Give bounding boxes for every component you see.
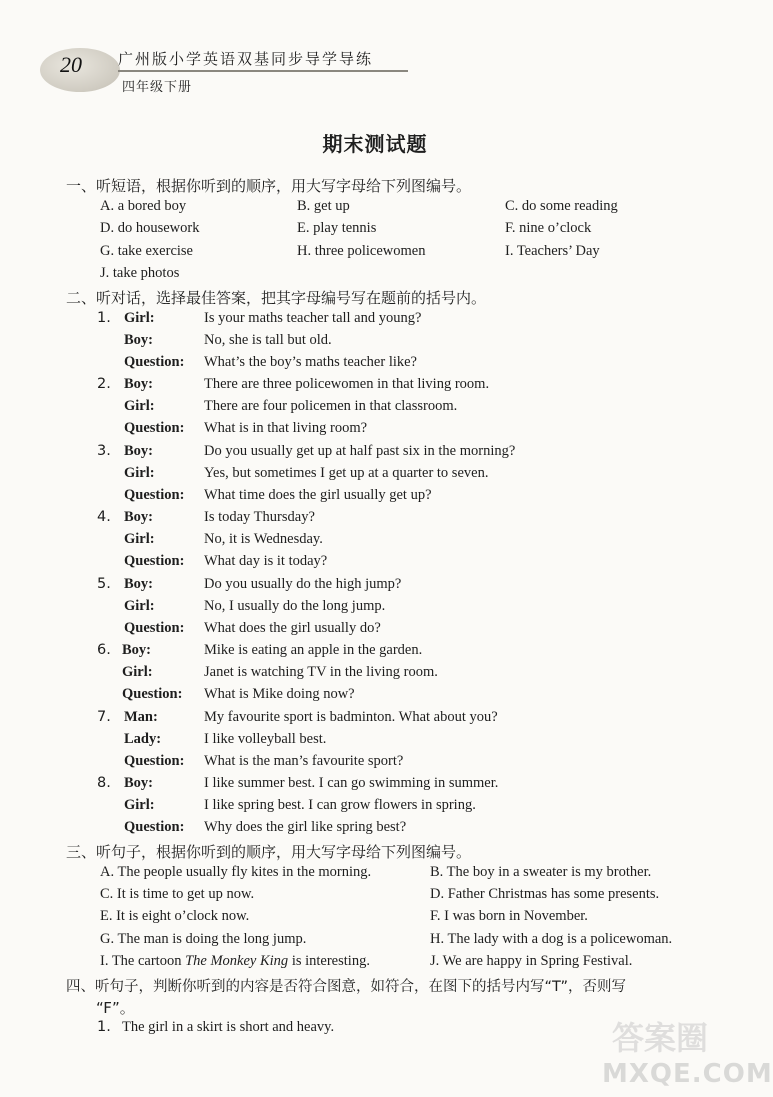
page-number: 20 xyxy=(60,52,82,77)
s2-item-number: 1. xyxy=(97,310,111,326)
speaker: Girl: xyxy=(124,531,155,547)
speaker: Boy: xyxy=(124,443,153,459)
section4-heading-line1: 四、听句子，判断你听到的内容是否符合图意，如符合，在图下的括号内写“T”，否则写 xyxy=(66,979,627,995)
dialogue-line: Janet is watching TV in the living room. xyxy=(204,664,438,680)
speaker: Man: xyxy=(124,709,158,725)
s3-option-i xyxy=(100,953,370,970)
dialogue-line: No, she is tall but old. xyxy=(204,332,332,348)
speaker: Question: xyxy=(124,420,185,436)
speaker: Question: xyxy=(124,354,185,370)
speaker: Boy: xyxy=(124,332,153,348)
speaker: Lady: xyxy=(124,731,162,747)
s1-option-c: C. do some reading xyxy=(505,198,618,214)
speaker: Girl: xyxy=(124,797,155,813)
s3-option-f: F. I was born in November. xyxy=(430,908,588,924)
section2-heading: 二、听对话，选择最佳答案，把其字母编号写在题前的括号内。 xyxy=(66,289,487,307)
page-header xyxy=(30,40,410,100)
dialogue-line: What time does the girl usually get up? xyxy=(204,487,432,503)
s3-option-g: G. The man is doing the long jump. xyxy=(100,931,307,947)
dialogue-line: My favourite sport is badminton. What about you? xyxy=(204,709,498,725)
s1-option-g: G. take exercise xyxy=(100,243,193,259)
page-title: 期末测试题 xyxy=(322,132,428,156)
s2-item-number: 8. xyxy=(97,775,111,791)
dialogue-line: There are four policemen in that classroom. xyxy=(204,398,458,414)
dialogue-line: No, it is Wednesday. xyxy=(204,531,323,547)
dialogue-line: I like volleyball best. xyxy=(204,731,327,747)
s3-option-i-suffix: is interesting. xyxy=(288,953,370,969)
s3-option-d: D. Father Christmas has some presents. xyxy=(430,886,660,902)
speaker: Question: xyxy=(124,620,185,636)
watermark xyxy=(602,1009,773,1089)
s1-option-j: J. take photos xyxy=(100,265,180,281)
s3-option-c: C. It is time to get up now. xyxy=(100,886,255,902)
s3-option-i-prefix: I. The cartoon xyxy=(100,953,186,969)
watermark-site: MXQE.COM xyxy=(602,1059,773,1089)
s2-item-number: 6. xyxy=(97,642,111,658)
speaker: Girl: xyxy=(124,598,155,614)
s3-option-a: A. The people usually fly kites in the morning. xyxy=(100,864,372,880)
speaker: Question: xyxy=(124,819,185,835)
section4-heading-line2: “F”。 xyxy=(96,999,135,1017)
dialogue-line: What day is it today? xyxy=(204,553,328,569)
watermark-logo: 答案圈 xyxy=(612,1019,709,1057)
s3-option-j: J. We are happy in Spring Festival. xyxy=(430,953,633,969)
dialogue-line: What is the man’s favourite sport? xyxy=(204,753,404,769)
dialogue-line: Is today Thursday? xyxy=(204,509,315,525)
s2-item-number: 7. xyxy=(97,709,111,725)
dialogue-line: No, I usually do the long jump. xyxy=(204,598,386,614)
dialogue-line: I like summer best. I can go swimming in summer. xyxy=(204,775,499,791)
dialogue-line: Why does the girl like spring best? xyxy=(204,819,407,835)
dialogue-line: Is your maths teacher tall and young? xyxy=(204,310,422,326)
speaker: Boy: xyxy=(124,775,153,791)
dialogue-line: What’s the boy’s maths teacher like? xyxy=(204,354,417,370)
dialogue-line: Do you usually get up at half past six in the morning? xyxy=(204,443,516,459)
s3-option-h: H. The lady with a dog is a policewoman. xyxy=(430,931,673,947)
speaker: Girl: xyxy=(124,398,155,414)
dialogue-line: I like spring best. I can grow flowers in spring. xyxy=(204,797,476,813)
header-divider xyxy=(118,70,408,72)
s2-item-number: 5. xyxy=(97,576,111,592)
speaker: Question: xyxy=(124,487,185,503)
dialogue-line: What is in that living room? xyxy=(204,420,368,436)
speaker: Question: xyxy=(124,553,185,569)
speaker: Boy: xyxy=(124,509,153,525)
s4-item-number: 1. xyxy=(97,1019,111,1035)
s3-option-i-title: The Monkey King xyxy=(185,953,289,969)
speaker: Girl: xyxy=(122,664,153,680)
s2-item-number: 3. xyxy=(97,443,111,459)
dialogue-line: There are three policewomen in that living room. xyxy=(204,376,490,392)
s4-item-text: The girl in a skirt is short and heavy. xyxy=(122,1019,335,1035)
s1-option-f: F. nine o’clock xyxy=(505,220,592,236)
dialogue-line: Yes, but sometimes I get up at a quarter to seven. xyxy=(204,465,489,481)
s1-option-i: I. Teachers’ Day xyxy=(505,243,600,259)
s3-option-b: B. The boy in a sweater is my brother. xyxy=(430,864,652,880)
speaker: Question: xyxy=(122,686,183,702)
s1-option-e: E. play tennis xyxy=(297,220,377,236)
dialogue-line: Mike is eating an apple in the garden. xyxy=(204,642,423,658)
grade-label: 四年级下册 xyxy=(122,80,193,95)
speaker: Boy: xyxy=(122,642,151,658)
speaker: Girl: xyxy=(124,465,155,481)
dialogue-line: Do you usually do the high jump? xyxy=(204,576,402,592)
s1-option-d: D. do housework xyxy=(100,220,200,236)
section3-heading: 三、听句子，根据你听到的顺序，用大写字母给下列图编号。 xyxy=(66,843,472,861)
speaker: Girl: xyxy=(124,310,155,326)
s1-option-h: H. three policewomen xyxy=(297,243,426,259)
speaker: Boy: xyxy=(124,376,153,392)
section1-heading: 一、听短语，根据你听到的顺序，用大写字母给下列图编号。 xyxy=(66,177,472,195)
s2-item-number: 2. xyxy=(97,376,111,392)
s1-option-a: A. a bored boy xyxy=(100,198,187,214)
series-title: 广州版小学英语双基同步导学导练 xyxy=(118,50,374,68)
speaker: Boy: xyxy=(124,576,153,592)
speaker: Question: xyxy=(124,753,185,769)
dialogue-line: What is Mike doing now? xyxy=(204,686,355,702)
s2-item-number: 4. xyxy=(97,509,111,525)
dialogue-line: What does the girl usually do? xyxy=(204,620,381,636)
s1-option-b: B. get up xyxy=(297,198,350,214)
s3-option-e: E. It is eight o’clock now. xyxy=(100,908,250,924)
